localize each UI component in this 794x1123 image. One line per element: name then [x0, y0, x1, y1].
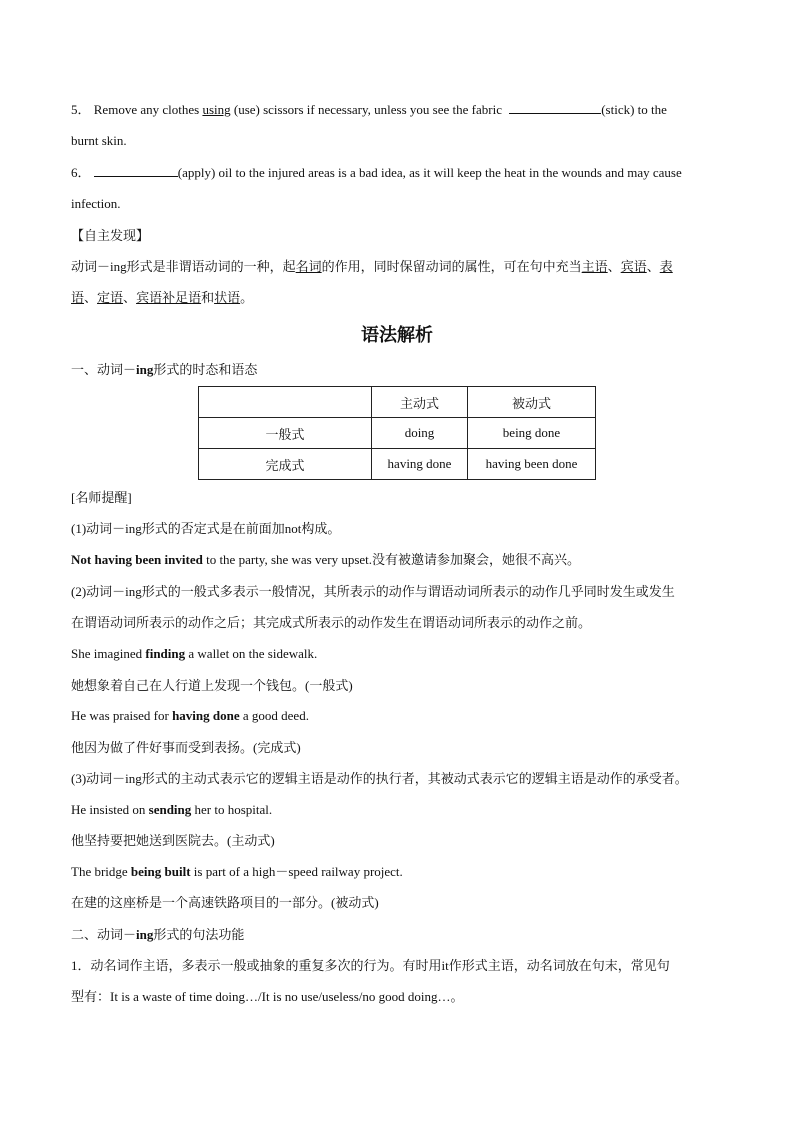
discovery-sep: 、 [123, 290, 137, 305]
exercise-5-text-c: (stick) to the [601, 102, 667, 117]
example-1 [71, 551, 580, 569]
example-4-bold: sending [148, 802, 192, 817]
exercise-5-text-b: (use) scissors if necessary, unless you see the fabric [233, 102, 502, 117]
example-5 [71, 863, 403, 881]
example-2-translation: 她想象着自己在人行道上发现一个钱包。(一般式) [71, 678, 353, 693]
part1-heading-b: 形式的时态和语态 [153, 362, 258, 377]
exercise-5-text-a: Remove any clothes [93, 102, 200, 117]
part1-heading [71, 361, 257, 379]
example-3 [71, 707, 309, 725]
example-4 [71, 801, 272, 819]
part1-heading-a: 一、动词－ [71, 362, 137, 377]
discovery-attributive: 定语 [97, 290, 124, 305]
table-cell: having been done [468, 449, 596, 480]
discovery-adverbial: 状语 [214, 290, 241, 305]
example-2 [71, 645, 317, 663]
exercise-5-blank[interactable] [509, 101, 601, 114]
example-5-a: The bridge [71, 864, 131, 879]
discovery-paragraph-line1 [71, 258, 673, 276]
part2-paragraph-line1: 1．动名词作主语，多表示一般或抽象的重复多次的行为。有时用it作形式主语，动名词放在句末，常见句 [71, 958, 670, 973]
example-2-a: She imagined [71, 646, 146, 661]
table-cell: doing [372, 418, 468, 449]
example-2-bold: finding [145, 646, 186, 661]
table-row [199, 449, 596, 480]
discovery-sep: 、 [84, 290, 98, 305]
example-3-translation: 他因为做了件好事而受到表扬。(完成式) [71, 740, 301, 755]
tips-label: [名师提醒] [71, 490, 132, 505]
exercise-5-line2: burnt skin. [71, 133, 127, 148]
discovery-sep: 、 [646, 259, 660, 274]
exercise-5-line1 [71, 101, 667, 119]
example-5-b: is part of a high－speed railway project. [190, 864, 403, 879]
example-4-b: her to hospital. [191, 802, 273, 817]
exercise-6-number: 6． [71, 165, 91, 180]
example-1-bold: Not having been invited [71, 552, 203, 567]
discovery-text-b: 的作用，同时保留动词的属性，可在句中充当 [321, 259, 582, 274]
part2-pattern: It is a waste of time doing…/It is no use/useless/no good doing…。 [110, 989, 464, 1004]
tip-2-line2: 在谓语动词所表示的动作之后；其完成式所表示的动作发生在谓语动词所表示的动作之前。 [71, 615, 592, 630]
part2-heading-b: 形式的句法功能 [153, 927, 245, 942]
example-5-bold: being built [130, 864, 191, 879]
example-2-b: a wallet on the sidewalk. [185, 646, 318, 661]
section-title: 语法解析 [361, 325, 433, 345]
tense-voice-table [198, 386, 596, 480]
exercise-5-number: 5． [71, 102, 91, 117]
example-4-a: He insisted on [71, 802, 149, 817]
discovery-sep: 、 [607, 259, 621, 274]
part2-pattern-label: 型有： [71, 989, 111, 1004]
discovery-paragraph-line2 [71, 289, 253, 307]
example-4-translation: 他坚持要把她送到医院去。(主动式) [71, 833, 275, 848]
discovery-text-a: 动词－ing形式是非谓语动词的一种，起 [71, 259, 296, 274]
table-header-cell [199, 387, 372, 418]
exercise-6-text-a: (apply) oil to the injured areas is a bad idea, as it will keep the heat in the wounds and may cause [177, 165, 682, 180]
tip-2-line1: (2)动词－ing形式的一般式多表示一般情况，其所表示的动作与谓语动词所表示的动作几乎同时发生或发生 [71, 584, 675, 599]
table-header-cell: 主动式 [372, 387, 468, 418]
table-cell: 完成式 [199, 449, 372, 480]
discovery-heading: 【自主发现】 [71, 228, 150, 243]
table-cell: having done [372, 449, 468, 480]
discovery-and: 和 [201, 290, 215, 305]
part2-heading-ing: ing [136, 927, 154, 942]
discovery-end: 。 [240, 290, 254, 305]
discovery-predicative-b: 语 [71, 290, 85, 305]
table-header-cell: 被动式 [468, 387, 596, 418]
discovery-object-complement: 宾语补足语 [136, 290, 202, 305]
example-3-a: He was praised for [71, 708, 173, 723]
example-3-bold: having done [172, 708, 240, 723]
tip-1: (1)动词－ing形式的否定式是在前面加not构成。 [71, 521, 341, 536]
table-header-row [199, 387, 596, 418]
part1-heading-ing: ing [136, 362, 154, 377]
table-row [199, 418, 596, 449]
example-3-b: a good deed. [239, 708, 309, 723]
example-1-rest: to the party, she was very upset.没有被邀请参加聚会，她很不高兴。 [202, 552, 581, 567]
exercise-6-line1 [71, 164, 682, 182]
table-cell: being done [468, 418, 596, 449]
exercise-6-line2: infection. [71, 196, 121, 211]
part2-paragraph-line2 [71, 988, 464, 1006]
discovery-predicative-a: 表 [659, 259, 673, 274]
discovery-subject: 主语 [581, 259, 608, 274]
exercise-6-blank[interactable] [94, 164, 178, 177]
tip-3: (3)动词－ing形式的主动式表示它的逻辑主语是动作的执行者，其被动式表示它的逻辑主语是动作的承受者。 [71, 771, 688, 786]
exercise-5-answer-using: using [202, 102, 231, 117]
discovery-object: 宾语 [620, 259, 647, 274]
example-5-translation: 在建的这座桥是一个高速铁路项目的一部分。(被动式) [71, 895, 379, 910]
part2-heading-a: 二、动词－ [71, 927, 137, 942]
table-cell: 一般式 [199, 418, 372, 449]
part2-heading [71, 926, 244, 944]
discovery-noun: 名词 [295, 259, 322, 274]
